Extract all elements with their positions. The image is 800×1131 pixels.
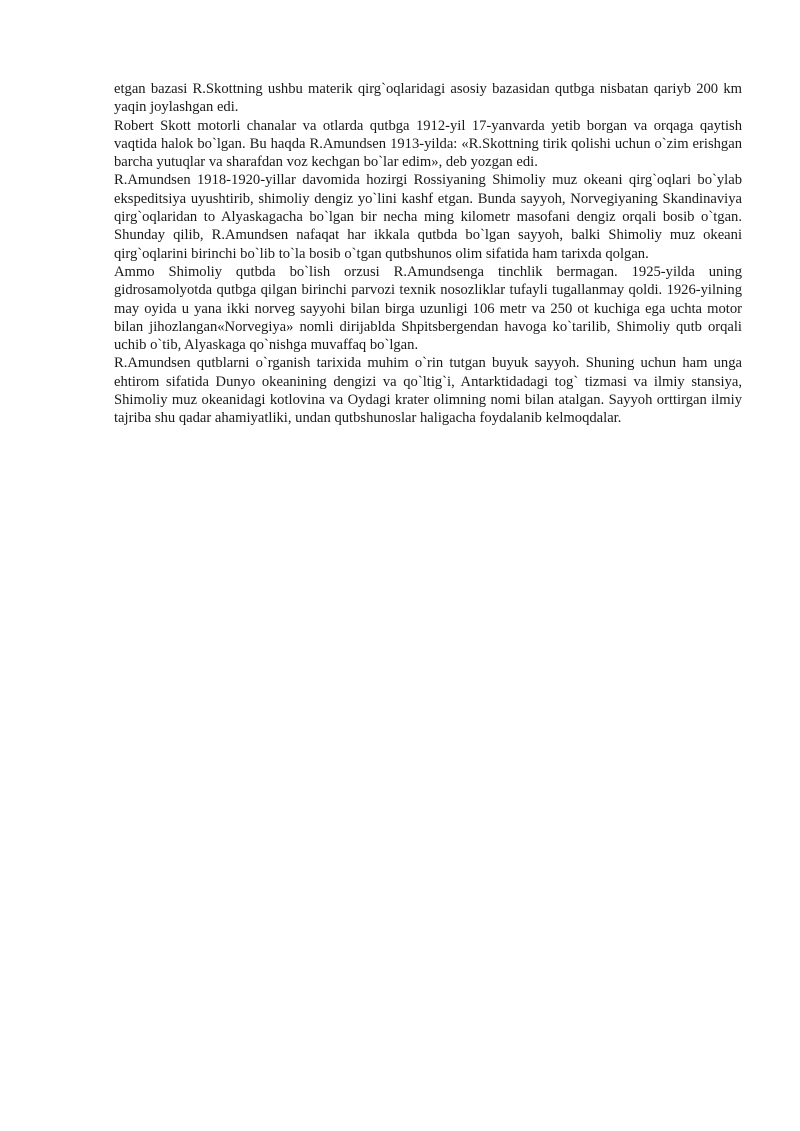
paragraph-3: R.Amundsen 1918-1920-yillar davomida hozirgi Rossiyaning Shimoliy muz okeani qirg`oqlari bo`ylab ekspeditsiya uyushtirib, shimoliy dengiz yo`lini kashf etgan. Bunda sayyoh, Norvegiyaning Skandinaviya qirg`oqlaridan to Alyaskagacha bo`lgan bir necha ming kilometr masofani dengiz orqali bosib o`tgan. Shunday qilib, R.Amundsen nafaqat har ikkala qutbda bo`lgan sayyoh, balki Shimoliy muz okeani qirg`oqlarini birinchi bo`lib to`la bosib o`tgan qutbshunos olim sifatida ham tarixda qolgan. <box>114 172 742 262</box>
document-page <box>114 80 742 428</box>
paragraph-2: Robert Skott motorli chanalar va otlarda qutbga 1912-yil 17-yanvarda yetib borgan va orqaga qaytish vaqtida halok bo`lgan. Bu haqda R.Amundsen 1913-yilda: «R.Skottning tirik qolishi uchun o`zim erishgan barcha yutuqlar va sharafdan voz kechgan bo`lar edim», deb yozgan edi. <box>114 117 742 171</box>
paragraph-1: etgan bazasi R.Skottning ushbu materik qirg`oqlaridagi asosiy bazasidan qutbga nisbatan qariyb 200 km yaqin joylashgan edi. <box>114 81 742 116</box>
paragraph-5: R.Amundsen qutblarni o`rganish tarixida muhim o`rin tutgan buyuk sayyoh. Shuning uchun ham unga ehtirom sifatida Dunyo okeanining dengizi va qo`ltig`i, Antarktidadagi tog` tizmasi va ilmiy stansiya, Shimoliy muz okeanidagi kotlovina va Oydagi krater olimning nomi bilan atalgan. Sayyoh orttirgan ilmiy tajriba shu qadar ahamiyatliki, undan qutbshunoslar haligacha foydalanib kelmoqdalar. <box>114 355 742 427</box>
paragraph-4: Ammo Shimoliy qutbda bo`lish orzusi R.Amundsenga tinchlik bermagan. 1925-yilda uning gidrosamolyotda qutbga qilgan birinchi parvozi texnik nosozliklar tufayli tugallanmay qoldi. 1926-yilning may oyida u yana ikki norveg sayyohi bilan birga uzunligi 106 metr va 250 ot kuchiga ega uchta motor bilan jihozlangan«Norvegiya» nomli dirijablda Shpitsbergendan havoga ko`tarilib, Shimoliy qutb orqali uchib o`tib, Alyaskaga qo`nishga muvaffaq bo`lgan. <box>114 263 742 354</box>
